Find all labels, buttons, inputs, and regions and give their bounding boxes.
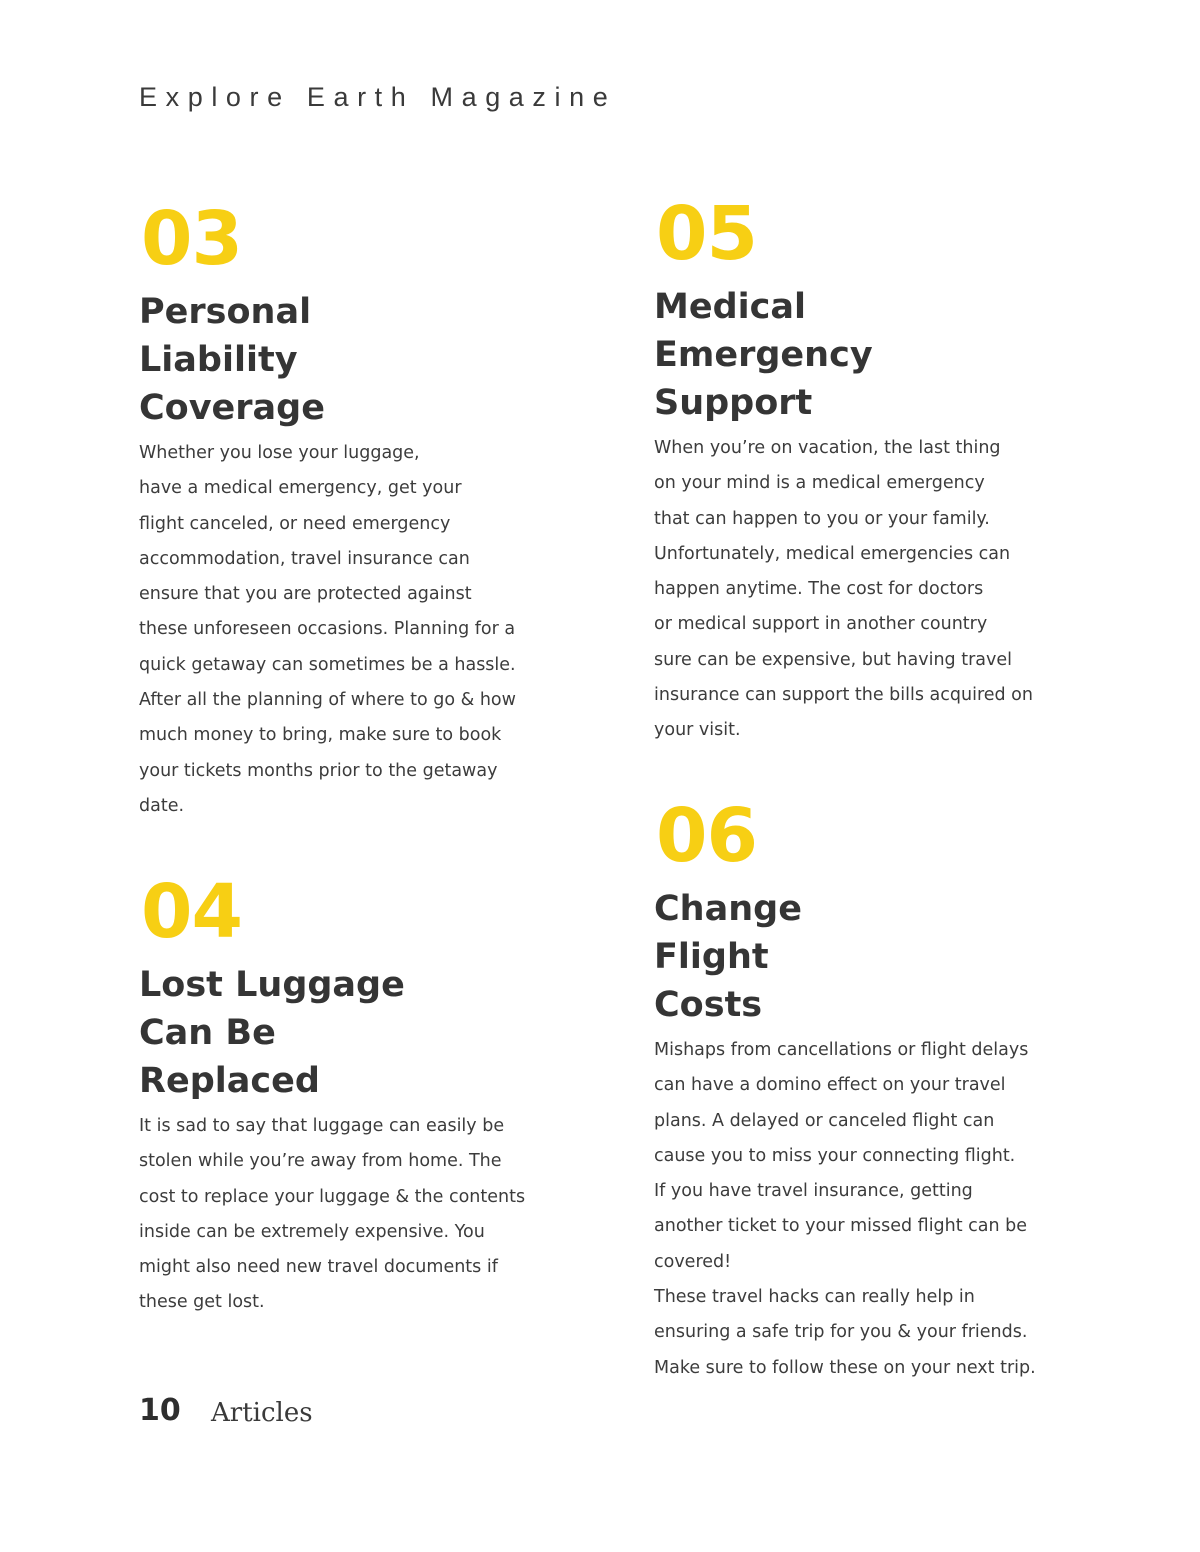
section-04: [139, 869, 526, 1321]
body-line: sure can be expensive, but having travel: [654, 649, 1012, 670]
body-line: These travel hacks can really help in: [654, 1287, 975, 1308]
section-title-line: Medical: [654, 287, 806, 327]
body-line: your visit.: [654, 720, 741, 741]
body-line: insurance can support the bills acquired on: [654, 685, 1033, 706]
section-title-line: Emergency: [654, 335, 873, 375]
body-line: After all the planning of where to go & how: [139, 690, 516, 711]
section-title-line: Liability: [139, 340, 298, 380]
section-title: [654, 885, 1036, 1029]
magazine-masthead: Explore Earth Magazine: [139, 82, 617, 112]
body-line: cause you to miss your connecting flight.: [654, 1145, 1016, 1166]
section-body: [139, 436, 516, 824]
section-title: [139, 961, 525, 1105]
section-title: [139, 288, 516, 432]
body-line: on your mind is a medical emergency: [654, 473, 985, 494]
body-line: can have a domino effect on your travel: [654, 1075, 1006, 1096]
section-title: [654, 283, 1033, 427]
body-line: have a medical emergency, get your: [139, 478, 462, 499]
page-number: 10: [139, 1393, 181, 1428]
section-body: [654, 431, 1033, 749]
section-number: 06: [656, 793, 757, 879]
body-line: stolen while you’re away from home. The: [139, 1151, 502, 1172]
section-body: [139, 1109, 525, 1321]
body-line: another ticket to your missed flight can be: [654, 1216, 1028, 1237]
section-body: [654, 1033, 1036, 1386]
body-line: quick getaway can sometimes be a hassle.: [139, 654, 516, 675]
section-title-line: Lost Luggage: [139, 965, 405, 1005]
body-line: much money to bring, make sure to book: [139, 725, 502, 746]
body-line: accommodation, travel insurance can: [139, 548, 470, 569]
section-title-line: Personal: [139, 292, 312, 332]
body-line: Make sure to follow these on your next trip.: [654, 1357, 1036, 1378]
body-line: or medical support in another country: [654, 614, 988, 635]
body-line: happen anytime. The cost for doctors: [654, 579, 984, 600]
body-line: Mishaps from cancellations or flight delays: [654, 1040, 1029, 1060]
body-line: covered!: [654, 1251, 732, 1272]
section-number: 04: [141, 869, 242, 955]
section-title-line: Replaced: [139, 1061, 320, 1101]
body-line: these unforeseen occasions. Planning for a: [139, 619, 516, 640]
section-title-line: Costs: [654, 985, 763, 1025]
body-line: inside can be extremely expensive. You: [139, 1221, 485, 1242]
body-line: your tickets months prior to the getaway: [139, 760, 498, 781]
body-line: It is sad to say that luggage can easily be: [139, 1116, 505, 1136]
body-line: ensuring a safe trip for you & your friends.: [654, 1322, 1028, 1343]
section-title-line: Can Be: [139, 1013, 276, 1053]
body-line: If you have travel insurance, getting: [654, 1181, 973, 1202]
footer-section-label: Articles: [211, 1398, 313, 1428]
section-title-line: Flight: [654, 937, 769, 977]
body-line: Unfortunately, medical emergencies can: [654, 543, 1011, 564]
section-title-line: Change: [654, 889, 802, 929]
section-title-line: Support: [654, 383, 813, 423]
body-line: date.: [139, 795, 185, 816]
body-line: Whether you lose your luggage,: [139, 443, 420, 463]
body-line: ensure that you are protected against: [139, 584, 472, 605]
section-number: 05: [656, 191, 757, 277]
section-03: [139, 196, 516, 824]
body-line: that can happen to you or your family.: [654, 508, 990, 529]
section-title-line: Coverage: [139, 388, 325, 428]
section-05: [654, 191, 1033, 749]
body-line: cost to replace your luggage & the contents: [139, 1186, 526, 1207]
section-06: [654, 793, 1036, 1386]
section-number: 03: [141, 196, 242, 282]
body-line: plans. A delayed or canceled flight can: [654, 1110, 995, 1131]
body-line: flight canceled, or need emergency: [139, 513, 451, 534]
body-line: When you’re on vacation, the last thing: [654, 438, 1001, 458]
body-line: these get lost.: [139, 1292, 265, 1313]
body-line: might also need new travel documents if: [139, 1257, 498, 1278]
